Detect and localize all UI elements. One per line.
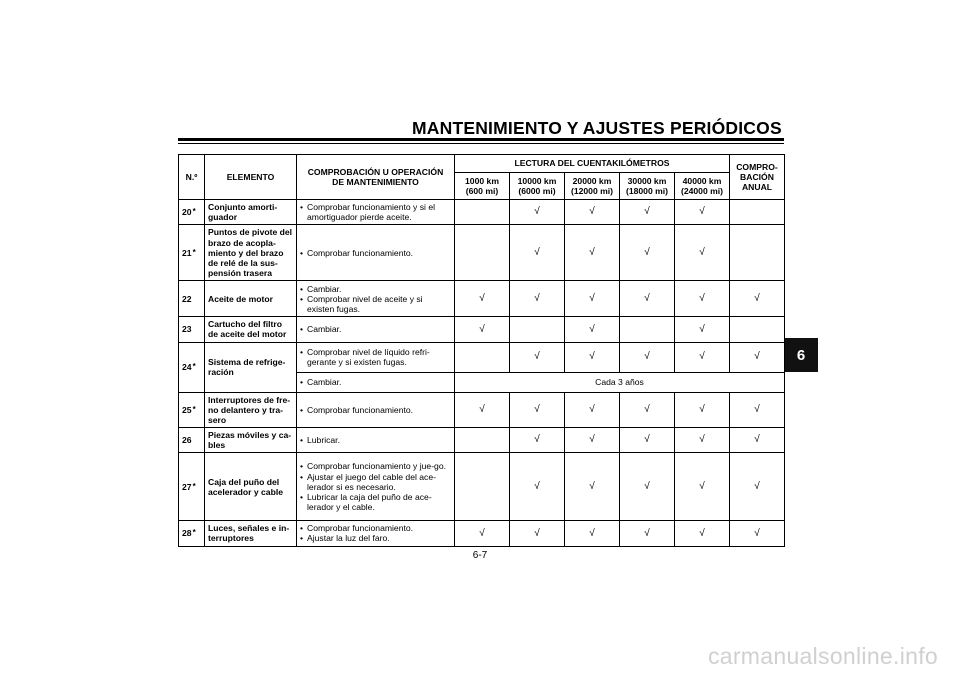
table-row [179, 392, 785, 427]
header-km-0 [455, 173, 510, 200]
table-row [179, 317, 785, 342]
header-mi-value: (6000 mi) [518, 186, 556, 196]
check-mark: √ [730, 281, 785, 317]
operation-item: • Comprobar funcionamiento. [300, 248, 451, 258]
operation-item: • Lubricar. [300, 435, 451, 445]
check-mark: √ [620, 427, 675, 452]
operation-item: • Cambiar. [300, 284, 451, 294]
operation-item: • Comprobar nivel de aceite y si existen fugas. [300, 294, 451, 314]
check-mark: √ [675, 317, 730, 342]
element-name: Sistema de refrige-ración [205, 342, 297, 392]
row-number-text: 22 [182, 293, 192, 304]
element-name: Cartucho del filtro de aceite del motor [205, 317, 297, 342]
check-mark: √ [455, 281, 510, 317]
page-title: MANTENIMIENTO Y AJUSTES PERIÓDICOS [412, 118, 782, 138]
operation-cell [297, 281, 455, 317]
row-number-text: 27 [182, 481, 192, 492]
row-number [179, 317, 205, 342]
check-mark: √ [510, 200, 565, 225]
check-mark: √ [675, 521, 730, 546]
table-row [179, 342, 785, 372]
operation-item: • Comprobar funcionamiento. [300, 405, 451, 415]
empty-cell [455, 453, 510, 521]
header-km-2 [565, 173, 620, 200]
operation-item: • Cambiar. [300, 377, 451, 387]
check-mark: √ [510, 225, 565, 281]
chapter-tab[interactable]: 6 [784, 338, 818, 372]
row-number [179, 521, 205, 546]
check-mark: √ [565, 521, 620, 546]
check-mark: √ [620, 281, 675, 317]
operation-item: • Comprobar funcionamiento y si el amortiguador pierde aceite. [300, 202, 451, 222]
check-mark: √ [620, 521, 675, 546]
header-element: ELEMENTO [205, 155, 297, 200]
check-mark: √ [675, 427, 730, 452]
check-mark: √ [565, 200, 620, 225]
header-km-value: 20000 km [572, 175, 612, 186]
check-mark: √ [510, 281, 565, 317]
table-row [179, 427, 785, 452]
check-mark: √ [510, 427, 565, 452]
check-mark: √ [620, 200, 675, 225]
dealer-service-asterisk: * [192, 528, 196, 538]
empty-cell [730, 200, 785, 225]
operation-item: • Ajustar el juego del cable del ace-lerador si es necesario. [300, 472, 451, 492]
check-mark: √ [675, 281, 730, 317]
operation-item: • Comprobar funcionamiento y jue-go. [300, 461, 451, 471]
header-mi-value: (12000 mi) [570, 186, 614, 196]
header-mi-value: (600 mi) [465, 186, 499, 196]
maintenance-table [178, 154, 785, 547]
dealer-service-asterisk: * [192, 207, 196, 217]
operation-cell [297, 225, 455, 281]
element-name: Luces, señales e in-terruptores [205, 521, 297, 546]
header-mi-value: (24000 mi) [680, 186, 724, 196]
check-mark: √ [565, 342, 620, 372]
operation-cell [297, 317, 455, 342]
element-name: Aceite de motor [205, 281, 297, 317]
check-mark: √ [675, 392, 730, 427]
empty-cell [510, 317, 565, 342]
table-row [179, 521, 785, 546]
operation-cell [297, 521, 455, 546]
dealer-service-asterisk: * [192, 361, 196, 371]
row-number-text: 26 [182, 435, 192, 446]
row-number-text: 23 [182, 324, 192, 335]
check-mark: √ [565, 225, 620, 281]
element-name: Interruptores de fre-no delantero y tra-sero [205, 392, 297, 427]
check-mark: √ [730, 521, 785, 546]
title-rule-thin [178, 143, 784, 144]
check-mark: √ [620, 453, 675, 521]
check-mark: √ [455, 392, 510, 427]
row-number-text: 25 [182, 404, 192, 415]
check-mark: √ [565, 392, 620, 427]
header-km-value: 30000 km [627, 175, 667, 186]
title-rule-thick [178, 138, 784, 141]
operation-cell [297, 427, 455, 452]
check-mark: √ [565, 317, 620, 342]
header-km-1 [510, 173, 565, 200]
row-number-text: 24 [182, 361, 192, 372]
operation-item: • Comprobar nivel de líquido refri-gerante y si existen fugas. [300, 347, 451, 367]
empty-cell [620, 317, 675, 342]
row-number-text: 20 [182, 207, 192, 218]
table-row [179, 225, 785, 281]
header-km-value: 40000 km [682, 175, 722, 186]
check-mark: √ [565, 453, 620, 521]
row-number [179, 392, 205, 427]
operation-cell [297, 372, 455, 392]
check-mark: √ [455, 317, 510, 342]
check-mark: √ [675, 225, 730, 281]
operation-item: • Cambiar. [300, 324, 451, 334]
dealer-service-asterisk: * [192, 404, 196, 414]
row-number-text: 21 [182, 247, 192, 258]
row-number [179, 200, 205, 225]
check-mark: √ [730, 453, 785, 521]
element-name: Piezas móviles y ca-bles [205, 427, 297, 452]
table-row [179, 453, 785, 521]
header-km-3 [620, 173, 675, 200]
check-mark: √ [730, 342, 785, 372]
check-mark: √ [730, 427, 785, 452]
row-number [179, 225, 205, 281]
operation-cell [297, 453, 455, 521]
dealer-service-asterisk: * [192, 247, 196, 257]
row-number [179, 342, 205, 392]
check-mark: √ [455, 521, 510, 546]
check-mark: √ [620, 392, 675, 427]
check-mark: √ [510, 453, 565, 521]
header-num: N.º [179, 155, 205, 200]
page-number: 6-7 [472, 550, 488, 561]
row-number [179, 427, 205, 452]
row-number-text: 28 [182, 528, 192, 539]
operation-cell [297, 392, 455, 427]
empty-cell [455, 200, 510, 225]
check-mark: √ [510, 521, 565, 546]
dealer-service-asterisk: * [192, 481, 196, 491]
table-row [179, 281, 785, 317]
check-mark: √ [510, 392, 565, 427]
operation-cell [297, 342, 455, 372]
element-name: Puntos de pivote del brazo de acopla-miento y del brazo de relé de la sus-pensión trasera [205, 225, 297, 281]
header-mi-value: (18000 mi) [625, 186, 669, 196]
element-name: Caja del puño del acelerador y cable [205, 453, 297, 521]
row-number [179, 281, 205, 317]
header-odometer: LECTURA DEL CUENTAKILÓMETROS [455, 155, 730, 173]
header-km-value: 10000 km [517, 175, 557, 186]
header-km-4 [675, 173, 730, 200]
empty-cell [730, 317, 785, 342]
check-mark: √ [730, 392, 785, 427]
empty-cell [455, 342, 510, 372]
check-mark: √ [675, 200, 730, 225]
site-watermark[interactable]: carmanualsonline.info [707, 643, 938, 669]
header-operation: COMPROBACIÓN U OPERACIÓN DE MANTENIMIENTO [297, 155, 455, 200]
check-mark: √ [675, 342, 730, 372]
empty-cell [455, 225, 510, 281]
check-mark: √ [620, 342, 675, 372]
check-mark: √ [565, 281, 620, 317]
check-mark: √ [565, 427, 620, 452]
operation-item: • Comprobar funcionamiento. [300, 523, 451, 533]
element-name: Conjunto amorti-guador [205, 200, 297, 225]
check-mark: √ [620, 225, 675, 281]
table-row [179, 200, 785, 225]
empty-cell [455, 427, 510, 452]
operation-item: • Ajustar la luz del faro. [300, 533, 451, 543]
header-km-value: 1000 km [465, 175, 499, 186]
operation-item: • Lubricar la caja del puño de ace-lerador y el cable. [300, 492, 451, 512]
row-number [179, 453, 205, 521]
check-mark: √ [675, 453, 730, 521]
operation-cell [297, 200, 455, 225]
empty-cell [730, 225, 785, 281]
check-mark: √ [510, 342, 565, 372]
interval-note: Cada 3 años [455, 372, 785, 392]
header-annual: COMPRO-BACIÓN ANUAL [730, 155, 785, 200]
